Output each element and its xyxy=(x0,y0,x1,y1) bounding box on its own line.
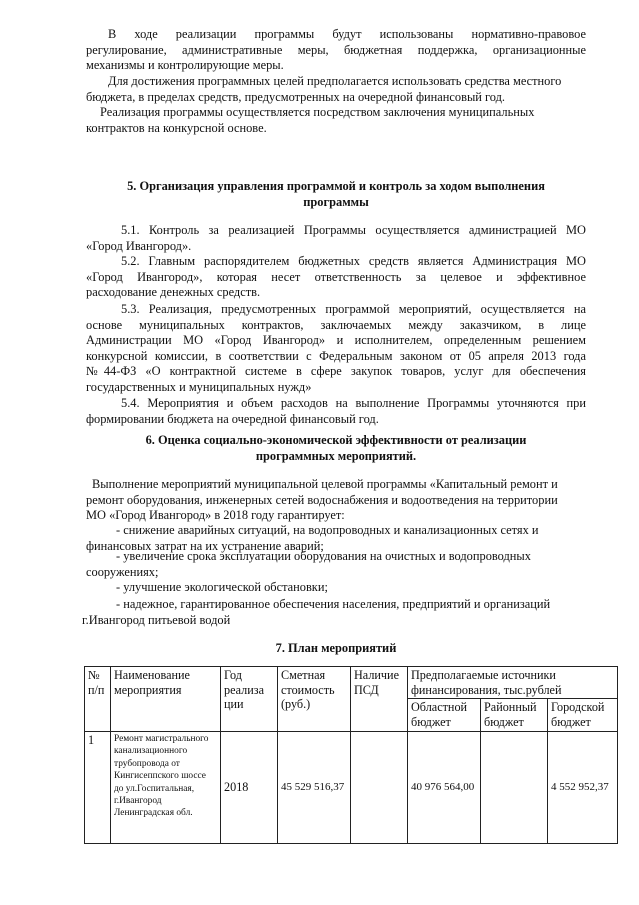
text-line: ремонт оборудования, инженерных сетей водоснабжения и водоотведения на территории xyxy=(86,492,558,507)
table-row xyxy=(85,732,618,844)
header-number: № п/п xyxy=(85,667,111,732)
header-regional-budget: Областной бюджет xyxy=(408,699,481,732)
text-line: расходование денежных средств. xyxy=(86,285,261,299)
header-name: Наименование мероприятия xyxy=(111,667,221,732)
header-sources: Предполагаемые источники финансирования, тыс.рублей xyxy=(408,667,618,699)
text-line: 5.4. Мероприятия и объем расходов на выполнение Программы уточняются при xyxy=(121,396,586,410)
text-line: Реализация программы осуществляется посредством заключения муниципальных xyxy=(100,105,535,119)
text-line: Выполнение мероприятий муниципальной целевой программы «Капитальный ремонт и xyxy=(92,477,558,491)
text-line: регулирование, административные меры, бюджетная поддержка, организационные xyxy=(86,42,586,57)
text-line: Администрации МО «Город Ивангород» и исполнителем, определенным решением xyxy=(86,333,586,347)
header-cost: Сметная стоимость (руб.) xyxy=(278,667,351,732)
text-line: Для достижения программных целей предполагается использовать средства местного xyxy=(108,74,562,88)
header-district-budget: Районный бюджет xyxy=(481,699,548,732)
text-line: государственных и муниципальных нужд» xyxy=(86,379,312,394)
section-6-paragraph-1 xyxy=(86,477,586,524)
row-number: 1 xyxy=(85,732,111,844)
row-city-budget: 4 552 952,37 xyxy=(548,732,618,844)
text-line: формировании бюджета на очередной финансовый год. xyxy=(86,411,379,426)
row-psd xyxy=(351,732,408,844)
text-line: МО «Город Ивангород» в 2018 году гарантирует: xyxy=(86,508,345,522)
row-regional-budget: 40 976 564,00 xyxy=(408,732,481,844)
text-line: механизмы и контролирующие меры. xyxy=(86,58,284,72)
header-year: Год реализа ции xyxy=(221,667,278,732)
table-header-row xyxy=(85,667,618,699)
text-line: «Город Ивангород», которая несет ответственность за целевое и эффективное xyxy=(86,269,586,284)
text-line: финансовых затрат на их устранение аварий; xyxy=(86,538,324,553)
text-line: основе муниципальных контрактов, заключаемых между заказчиком, в лице xyxy=(86,317,586,332)
bullet-3 xyxy=(86,580,586,596)
section-7-title: 7. План мероприятий xyxy=(275,641,397,655)
header-psd: Наличие ПСД xyxy=(351,667,408,732)
intro-paragraph-3 xyxy=(86,105,586,136)
section-5-paragraph-4 xyxy=(86,396,586,427)
text-line: - снижение аварийных ситуаций, на водопроводных и канализационных сетях и xyxy=(116,523,539,537)
text-line: г.Ивангород питьевой водой xyxy=(82,612,231,627)
plan-table xyxy=(84,666,618,844)
text-line: №44-ФЗ «О контрактной системе в сфере закупок товаров, услуг для обеспечения xyxy=(86,364,586,378)
text-line: 5.1. Контроль за реализацией Программы осуществляется администрацией МО xyxy=(121,223,586,237)
row-district-budget xyxy=(481,732,548,844)
section-5-title: 5. Организация управления программой и контроль за ходом выполнения программы xyxy=(127,179,545,209)
row-cost: 45 529 516,37 xyxy=(278,732,351,844)
text-line: 5.2. Главным распорядителем бюджетных средств является Администрация МО xyxy=(121,254,586,268)
text-line: контрактов на конкурсной основе. xyxy=(86,120,267,135)
bullet-4 xyxy=(82,597,586,628)
text-line: бюджета, в пределах средств, предусмотренных на очередной финансовый год. xyxy=(86,89,506,104)
header-city-budget: Городской бюджет xyxy=(548,699,618,732)
row-year: 2018 xyxy=(221,732,278,844)
section-5-paragraph-2 xyxy=(86,254,586,301)
bullet-2 xyxy=(86,549,586,580)
text-line: - улучшение экологической обстановки; xyxy=(116,580,328,594)
text-line: 5.3. Реализация, предусмотренных программой мероприятий, осуществляется на xyxy=(121,302,586,316)
section-5-paragraph-3 xyxy=(86,302,586,395)
intro-paragraph-2 xyxy=(86,74,586,105)
text-line: конкурсной комиссии, в соответствии с Федеральным законом от 05 апреля 2013 года xyxy=(86,348,586,363)
text-line: - увеличение срока эксплуатации оборудования на очистных и водопроводных xyxy=(116,549,531,563)
text-line: сооружениях; xyxy=(86,564,159,579)
intro-paragraph-1 xyxy=(86,27,586,74)
row-name: Ремонт магистрального канализационного трубопровода от Кингисеппского шоссе до ул.Госпитальная, г.Ивангород Ленинградская обл. xyxy=(111,732,221,844)
section-6-title: 6. Оценка социально-экономической эффективности от реализации программных мероприятий. xyxy=(145,433,527,463)
text-line: «Город Ивангород». xyxy=(86,238,192,253)
text-line: - надежное, гарантированное обеспечения населения, предприятий и организаций xyxy=(116,597,551,611)
section-5-paragraph-1 xyxy=(86,223,586,254)
text-line: В ходе реализации программы будут использованы нормативно-правовое xyxy=(108,27,586,41)
